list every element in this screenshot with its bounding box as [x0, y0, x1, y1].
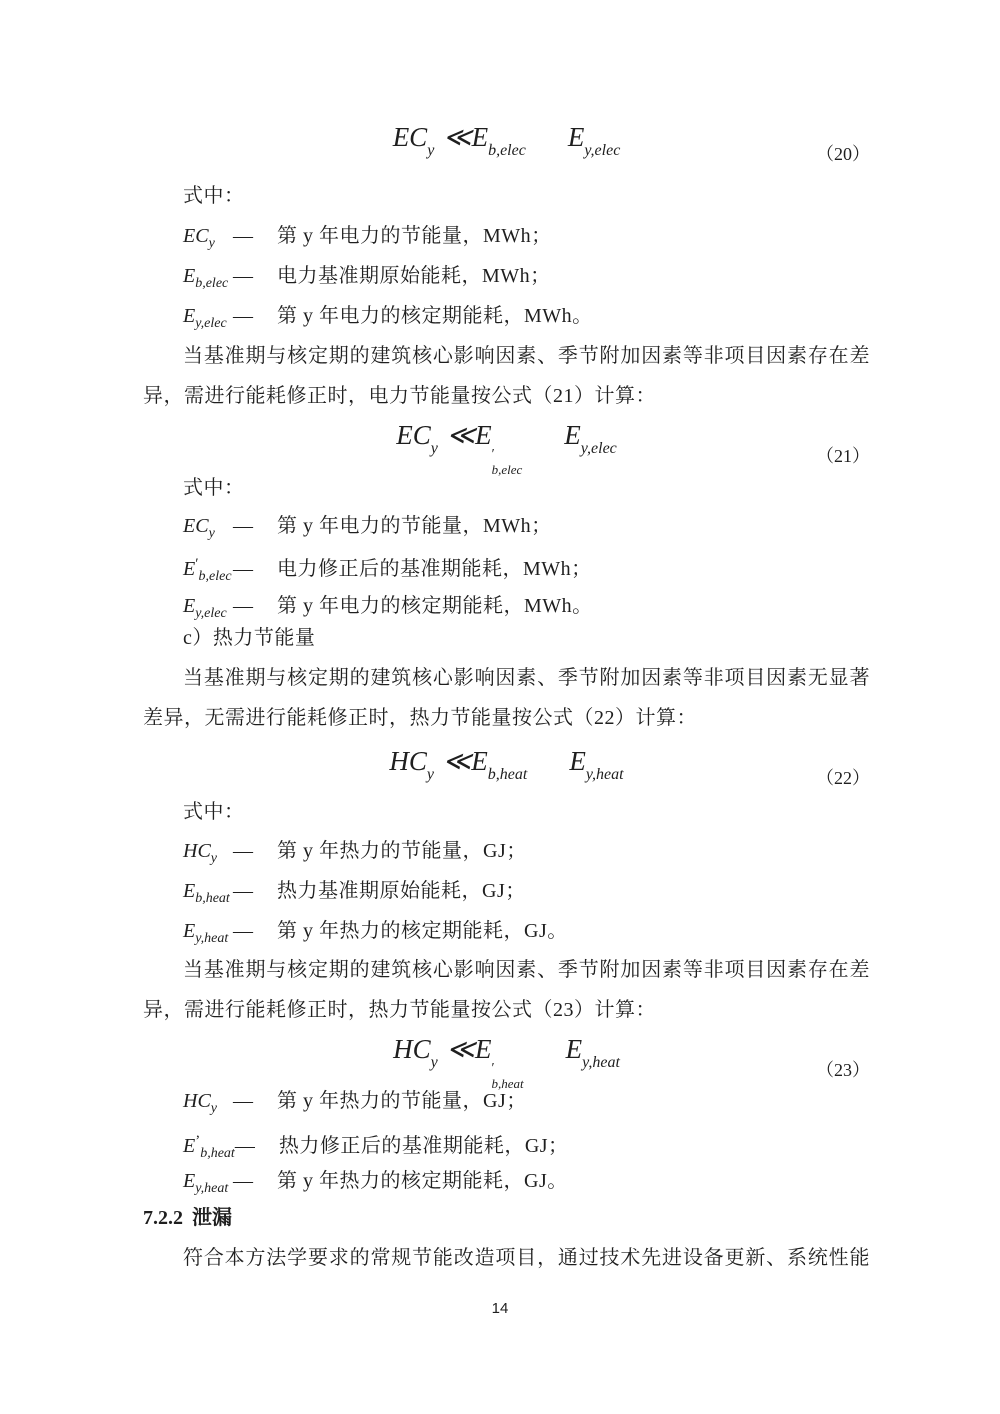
variable-subscript: b,heat — [195, 891, 230, 906]
variable-base: E — [183, 595, 196, 617]
variable-base: E — [183, 305, 196, 327]
equation-number-20: （20） — [816, 144, 870, 164]
list-item-c: c）热力节能量 — [183, 627, 316, 649]
relation-symbol: ≪ — [446, 420, 476, 450]
definition-line — [183, 1161, 870, 1209]
formula-term: E — [471, 746, 488, 776]
formula-subscript: y,elec — [584, 142, 621, 159]
formula-22-expression — [389, 736, 623, 783]
variable-subscript: y — [208, 236, 215, 251]
em-dash: — — [233, 558, 253, 580]
em-dash: — — [233, 840, 253, 862]
formula-subscript: y,heat — [582, 1054, 620, 1071]
em-dash: — — [233, 225, 253, 247]
variable-subscript: y,heat — [195, 931, 229, 946]
formula-subscript: y — [430, 440, 438, 457]
definition-text: 第 y 年电力的核定期能耗，MWh。 — [277, 595, 593, 617]
variable-base: EC — [183, 515, 209, 537]
formula-subscript: b,heat — [487, 766, 528, 783]
formula-term: HC — [393, 1034, 431, 1064]
formula-subscript: b,heat — [491, 1076, 524, 1091]
definition-text: 第 y 年电力的节能量，MWh； — [277, 225, 552, 247]
prime-mark: ′ — [491, 1061, 495, 1076]
variable-base: E — [183, 558, 196, 580]
page-content — [143, 0, 870, 1414]
equation-number-22: （22） — [816, 768, 870, 788]
definition-text: 第 y 年电力的核定期能耗，MWh。 — [277, 305, 593, 327]
em-dash: — — [233, 265, 253, 287]
em-dash: — — [233, 305, 253, 327]
paragraph: 当基准期与核定期的建筑核心影响因素、季节附加因素等非项目因素存在差异，需进行能耗修正时，热力节能量按公式（23）计算： — [143, 959, 870, 1021]
variable-base: E — [183, 1170, 196, 1192]
paragraph: 符合本方法学要求的常规节能改造项目，通过技术先进设备更新、系统性能 — [183, 1247, 870, 1269]
variable-base: HC — [183, 840, 211, 862]
definition-text: 第 y 年热力的节能量，GJ； — [277, 840, 527, 862]
formula-subscript: y,elec — [580, 440, 617, 457]
page-number: 14 — [491, 1300, 509, 1317]
formula-subscript: b,elec — [488, 142, 526, 159]
formula-subscript: b,elec — [491, 462, 523, 477]
definition-text: 热力修正后的基准期能耗，GJ； — [278, 1135, 569, 1157]
relation-symbol: ≪ — [443, 746, 472, 776]
formula-term: E — [569, 746, 586, 776]
relation-symbol: ≪ — [443, 122, 472, 152]
definition-text: 电力修正后的基准期能耗，MWh； — [277, 558, 592, 580]
formula-20-expression — [393, 112, 621, 159]
definition-text: 第 y 年热力的核定期能耗，GJ。 — [277, 1170, 568, 1192]
prime-mark: ′ — [491, 447, 495, 462]
definition-text: 第 y 年热力的节能量，GJ； — [277, 1090, 527, 1112]
variable-base: HC — [183, 1090, 211, 1112]
em-dash: — — [234, 1135, 255, 1157]
definition-text: 热力基准期原始能耗，GJ； — [277, 880, 526, 902]
variable-base: E — [183, 920, 196, 942]
em-dash: — — [233, 595, 253, 617]
paragraph: 当基准期与核定期的建筑核心影响因素、季节附加因素等非项目因素无显著差异，无需进行能耗修正时，热力节能量按公式（22）计算： — [143, 667, 870, 729]
variable-subscript: b,elec — [198, 569, 232, 584]
variable-base: E — [183, 880, 196, 902]
variable-subscript: y — [210, 1101, 218, 1116]
formula-subscript: y — [426, 766, 435, 783]
variable-subscript: y,heat — [195, 1181, 229, 1196]
formula-subscript: y — [427, 142, 435, 159]
equation-number-21: （21） — [816, 446, 870, 466]
formula-21-row — [143, 410, 870, 477]
em-dash: — — [233, 880, 253, 902]
variable-base: EC — [183, 225, 209, 247]
variable-subscript: y — [208, 526, 215, 541]
formula-term: E — [565, 1034, 583, 1064]
formula-term: EC — [392, 122, 428, 152]
formula-term: E — [567, 122, 585, 152]
where-label: 式中： — [183, 801, 245, 823]
formula-21-expression — [396, 410, 617, 476]
em-dash: — — [233, 920, 253, 942]
where-label: 式中： — [183, 185, 245, 207]
definition-text: 电力基准期原始能耗，MWh； — [277, 265, 551, 287]
variable-subscript: y,elec — [195, 606, 227, 621]
formula-23-row — [143, 1024, 870, 1091]
definition-text: 第 y 年热力的核定期能耗，GJ。 — [277, 920, 568, 942]
paragraph: 当基准期与核定期的建筑核心影响因素、季节附加因素等非项目因素存在差异，需进行能耗修正时，电力节能量按公式（21）计算： — [143, 345, 870, 407]
section-heading — [143, 1198, 232, 1238]
variable-base: E — [183, 1135, 196, 1157]
formula-subscript: y — [430, 1054, 438, 1071]
formula-term: EC — [396, 420, 431, 450]
formula-term: HC — [389, 746, 427, 776]
formula-term: E — [471, 122, 489, 152]
variable-subscript: b,heat — [200, 1146, 235, 1161]
em-dash: — — [233, 1170, 253, 1192]
variable-subscript: y — [210, 851, 218, 866]
section-number: 7.2.2 — [143, 1207, 183, 1229]
formula-20-row — [143, 112, 870, 168]
section-title: 泄漏 — [192, 1207, 232, 1229]
formula-term: E — [474, 1034, 492, 1064]
definition-text: 第 y 年电力的节能量，MWh； — [277, 515, 552, 537]
variable-base: E — [183, 265, 196, 287]
prime-mark: ′ — [195, 556, 199, 572]
prime-mark: ’ — [195, 1133, 201, 1149]
variable-subscript: b,elec — [195, 276, 229, 291]
formula-term: E — [475, 420, 492, 450]
em-dash: — — [233, 1090, 253, 1112]
where-label: 式中： — [183, 477, 245, 499]
em-dash: — — [233, 515, 253, 537]
formula-term: E — [564, 420, 581, 450]
formula-22-row — [143, 736, 870, 792]
variable-subscript: y,elec — [195, 316, 227, 331]
formula-subscript: y,heat — [585, 766, 624, 783]
relation-symbol: ≪ — [446, 1034, 475, 1064]
equation-number-23: （23） — [816, 1060, 870, 1080]
